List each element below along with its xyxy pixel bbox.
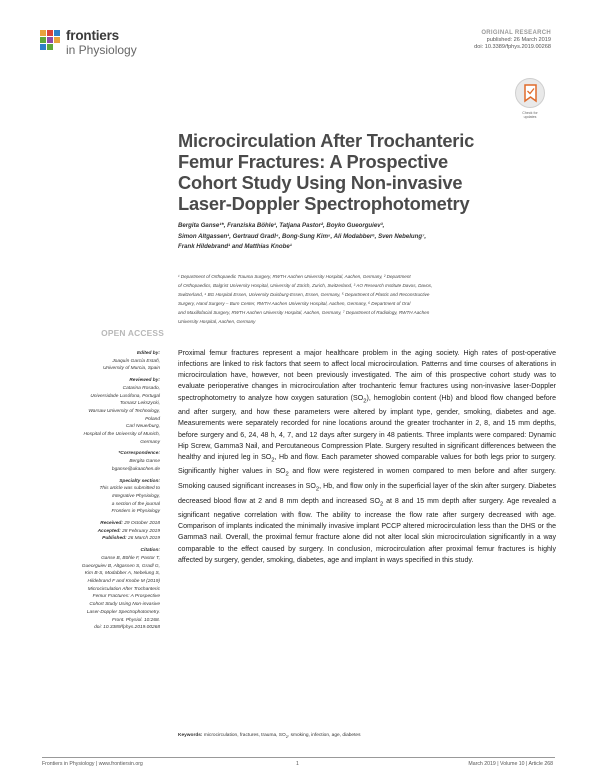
specialty-line: Integrative Physiology, xyxy=(112,493,160,499)
reviewer-line: Warsaw University of Technology, xyxy=(88,408,160,414)
footer-divider xyxy=(42,757,555,758)
citation-line: Femur Fractures: A Prospective xyxy=(92,594,160,600)
journal-logo[interactable] xyxy=(38,26,158,66)
title-line: Cohort Study Using Non-invasive xyxy=(178,172,463,193)
reviewer-line: Catarina Rosado, xyxy=(122,385,160,391)
affiliation-line: Surgery, Hand Surgery – Burn Center, RWTH Aachen University Hospital, Aachen, Germany, ⁶ Department of Oral xyxy=(178,301,411,306)
title-line: Femur Fractures: A Prospective xyxy=(178,151,449,172)
open-access-label: OPEN ACCESS xyxy=(101,328,164,338)
reviewer-line: Germany xyxy=(140,439,160,445)
check-for-updates-label: Check for updates xyxy=(522,111,538,119)
author-list xyxy=(178,221,556,253)
title-line: Laser-Doppler Spectrophotometry xyxy=(178,193,470,214)
article-title xyxy=(178,130,558,214)
title-line: Microcirculation After Trochanteric xyxy=(178,130,475,151)
author-line[interactable]: Simon Altgassen¹, Gertraud Gradl⁴, Bong-Sung Kim⁵, Ali Modabber⁶, Sven Nebelung⁷, xyxy=(178,232,427,240)
frontiers-logo-icon xyxy=(38,28,62,52)
author-line[interactable]: Frank Hildebrand¹ and Matthias Knobe¹ xyxy=(178,243,292,250)
bookmark-check-icon xyxy=(524,84,537,103)
specialty-line: Frontiers in Physiology xyxy=(111,509,160,515)
received-date: Received: 29 October 2018 xyxy=(100,521,160,527)
correspondence-name: Bergita Ganse xyxy=(129,459,160,465)
article-type: ORIGINAL RESEARCH xyxy=(481,30,551,36)
affiliation-line: Switzerland, ⁴ BG Hospital Essen, University Duisburg-Essen, Essen, Germany, ⁵ Department of Plastic and Reconstructive xyxy=(178,292,430,297)
affiliation-line: University Hospital, Aachen, Germany xyxy=(178,319,256,324)
affiliation-line: and Maxillofacial Surgery, RWTH Aachen University Hospital, Aachen, Germany, ⁷ Department of Radiology, RWTH Aachen xyxy=(178,310,430,315)
editor-affiliation: University of Murcia, Spain xyxy=(102,366,160,372)
editor-name: Joaquín García Estañ, xyxy=(112,358,160,364)
reviewer-line: Carl Neuerburg, xyxy=(125,424,160,430)
article-sidebar xyxy=(42,350,160,632)
citation-line: Cohort Study Using Non-invasive xyxy=(89,602,160,608)
correspondence-email[interactable]: bganse@ukaachen.de xyxy=(111,466,160,472)
citation-line: Hildebrand F and Knobe M (2019) xyxy=(87,578,160,584)
keywords-label: Keywords: xyxy=(178,733,203,738)
affiliation-line: of Orthopaedics, Balgrist University Hospital, University of Zürich, Zurich, Switzerland, ³ AO Research Institute Davos, Davos, xyxy=(178,283,433,288)
correspondence-label: *Correspondence: xyxy=(118,451,160,457)
journal-brand: frontiers xyxy=(66,28,119,43)
specialty-label: Specialty section: xyxy=(119,478,160,484)
check-for-updates-badge[interactable] xyxy=(515,78,545,108)
citation-line: Kim B-S, Modabber A, Nebelung S, xyxy=(84,571,160,577)
specialty-line: This article was submitted to xyxy=(99,486,160,492)
affiliations xyxy=(178,272,556,326)
reviewer-line: Tomasz Lekszycki, xyxy=(119,401,160,407)
page-number: 1 xyxy=(296,761,299,767)
accepted-date: Accepted: 28 February 2019 xyxy=(97,528,160,534)
reviewer-line: Hospital of the University of Munich, xyxy=(83,432,160,438)
citation-line: Microcirculation After Trochanteric xyxy=(87,586,160,592)
citation-line: Ganse B, Böhle F, Pastor T, xyxy=(101,555,160,561)
citation-label: Citation: xyxy=(140,548,160,554)
keywords xyxy=(178,733,556,739)
journal-name: in Physiology xyxy=(66,43,137,57)
author-line[interactable]: Bergita Ganse¹*, Franziska Böhle¹, Tatjana Pastor², Boyko Gueorguiev³, xyxy=(178,222,385,229)
citation-line: Laser-Doppler Spectrophotometry. xyxy=(86,609,160,615)
reviewer-line: Poland xyxy=(145,416,160,422)
article-doi[interactable]: doi: 10.3389/fphys.2019.00268 xyxy=(474,44,551,50)
published-date: published: 26 March 2019 xyxy=(486,37,551,43)
article-header-info xyxy=(474,30,551,51)
reviewed-by-label: Reviewed by: xyxy=(129,378,160,384)
published-date-side: Published: 26 March 2019 xyxy=(102,536,160,542)
citation-line: Gueorguiev B, Altgassen S, Gradl G, xyxy=(81,563,160,569)
abstract-text: Proximal femur fractures represent a major healthcare problem in the aging society. High rates of post-operative infections are linked to risk factors that seem to affect local microcirculation. Patterns and time courses of alterations in microcirculation have, however, not been previously investigated. The aim of this prospective cohort study was to evaluate perioperative changes in microcirculation after trochanteric femur fractures using non-invasive laser-Doppler spectrophotometry to analyze how oxygen saturation $(SO_2)$, hemoglobin content (Hb) and blood flow changed before and after surgery, and how these parameters were altered by implant type, gender, smoking, diabetes and age. Measurements were separately recorded for nine locations around the greater trochanter in 2, 8, and 15 mm depths, before surgery and 6, 24, 48 h, 4, 7, and 12 days after surgery in 48 patients. Three implants were compared: Dynamic Hip Screw, Gamma3 Nail, and Percutaneous Compression Plate. Surgery resulted in significant differences between the healthy and injured leg in $SO_2$, Hb and flow. Each parameter showed comparable values for both legs prior to surgery. Significantly higher values in $SO_2$ and flow were registered in women compared to men before and after surgery. Smoking caused significant increases in $SO_2$, Hb, and flow only in the superficial layer of the skin after surgery. Diabetes decreased blood flow at 2 and 8 mm depth and increased $SO_2$ at 8 and 15 mm depth after surgery. Age revealed a significant negative correlation with flow. The ability to increase the flow rate after surgery decreased with age. Comparison of implants indicated the minimally invasive implant PCCP altered microcirculation less than the DHS or the Gamma3 nail. Overall, the proximal femur fracture alone did not alter local skin microcirculation significantly in a way comparable to the effect caused by surgery. In conclusion, microcirculation after proximal femur fractures is highly affected by surgery, gender, smoking, diabetes, age and implant in ways specified in this study. xyxy=(178,350,557,564)
citation-line: Front. Physiol. 10:268. xyxy=(112,617,160,623)
citation-doi[interactable]: doi: 10.3389/fphys.2019.00268 xyxy=(94,625,160,631)
keywords-list: microcirculation, fractures, trauma, $SO_2$, smoking, infection, age, diabetes xyxy=(203,733,361,739)
footer-journal-link[interactable]: Frontiers in Physiology | www.frontiersin.org xyxy=(42,761,143,767)
affiliation-line: ¹ Department of Orthopaedic Trauma Surgery, RWTH Aachen University Hospital, Aachen, Germany, ² Department xyxy=(178,274,411,279)
footer-issue-info: March 2019 | Volume 10 | Article 268 xyxy=(468,761,553,767)
edited-by-label: Edited by: xyxy=(136,351,160,356)
specialty-line: a section of the journal xyxy=(111,501,160,507)
reviewer-line: Universidade Lusófona, Portugal xyxy=(90,393,160,399)
